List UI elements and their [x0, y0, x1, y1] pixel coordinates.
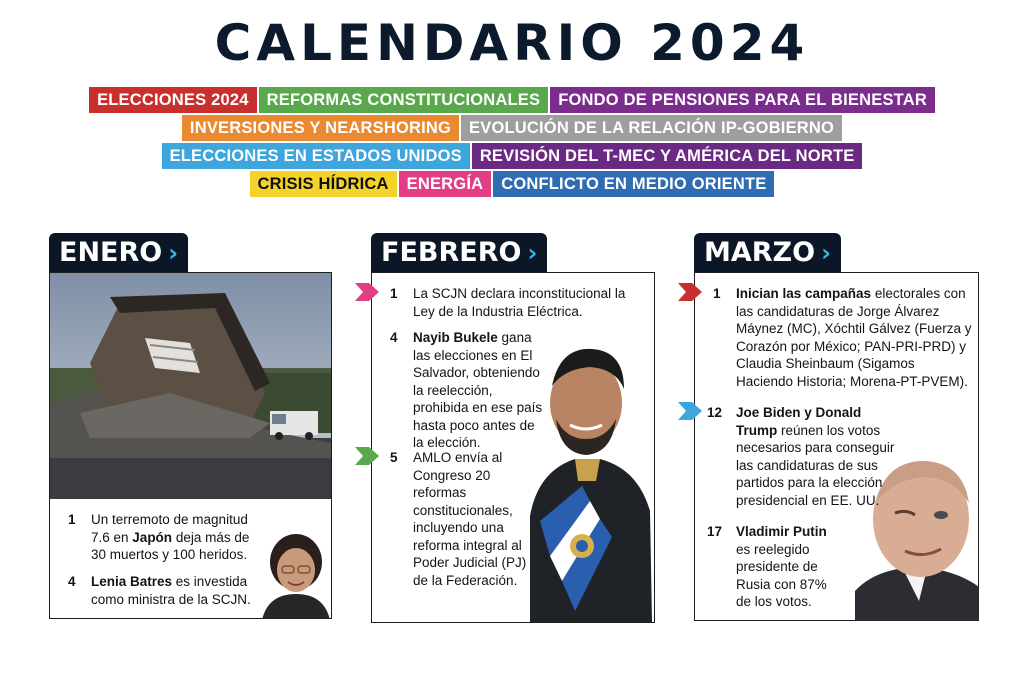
- lenia-batres-portrait: [258, 528, 332, 619]
- entry-text-part: es investida como ministra de la SCJN.: [91, 574, 251, 607]
- tag-inversiones-nearshoring: INVERSIONES Y NEARSHORING: [182, 115, 459, 141]
- entry-text: [736, 285, 973, 390]
- tag-reformas-constitucionales: REFORMAS CONSTITUCIONALES: [259, 87, 549, 113]
- chevron-right-icon: ›: [527, 239, 538, 267]
- entry-day: 1: [390, 286, 398, 301]
- month-tab-marzo: [694, 233, 841, 273]
- entry-text: [91, 511, 258, 564]
- month-tab-enero: [49, 233, 188, 273]
- tag-conflicto-medio-oriente: CONFLICTO EN MEDIO ORIENTE: [493, 171, 774, 197]
- entry-text-part: deja más de 30 muertos y 100 heridos.: [91, 529, 250, 562]
- entry-text: [736, 523, 836, 611]
- tag-energia: ENERGÍA: [399, 171, 492, 197]
- entry-marzo-12: [707, 404, 973, 509]
- entry-febrero-4: [390, 329, 545, 452]
- tag-relacion-ip-gobierno: EVOLUCIÓN DE LA RELACIÓN IP-GOBIERNO: [461, 115, 842, 141]
- entry-highlight: Inician las campañas: [736, 286, 872, 301]
- month-name: ENERO: [59, 237, 163, 268]
- entry-day: 17: [707, 524, 723, 539]
- entry-day: 1: [68, 512, 76, 527]
- tag-elecciones-estados-unidos: ELECCIONES EN ESTADOS UNIDOS: [162, 143, 470, 169]
- entry-text: [736, 404, 896, 509]
- entry-text-part: La SCJN declara inconstitucional la Ley de la Industria Eléctrica.: [413, 286, 626, 319]
- tag-fondo-pensiones: FONDO DE PENSIONES PARA EL BIENESTAR: [550, 87, 935, 113]
- entry-day: 4: [68, 574, 76, 589]
- chevron-right-icon: ›: [821, 239, 831, 267]
- elecciones-2024-marker-icon: [678, 283, 702, 301]
- entry-marzo-1: [713, 285, 973, 390]
- tag-row-2: [0, 115, 1024, 141]
- entry-text-part: Un terremoto de magnitud 7.6 en: [91, 512, 248, 545]
- entry-highlight: Vladimir Putin: [736, 524, 827, 539]
- entry-text-part: AMLO envía al Congreso 20 reformas constitucionales, incluyendo una reforma integral al Poder Judicial (PJ) de la Federación.: [413, 450, 527, 588]
- entry-day: 4: [390, 330, 398, 345]
- entry-text-part: electorales con las candidaturas de Jorge Álvarez Máynez (MC), Xóchtil Gálvez (Fuerza y Corazón por México; PAN-PRI-PRD) y Claudia Sheinbaum (Sigamos Haciendo Historia; Morena-PT-PVEM).: [736, 286, 972, 389]
- tag-crisis-hidrica: CRISIS HÍDRICA: [250, 171, 397, 197]
- month-name: MARZO: [704, 237, 816, 268]
- entry-text-part: es reelegido presidente de Rusia con 87% de los votos.: [736, 541, 827, 609]
- month-panel-febrero: [371, 272, 655, 623]
- entry-day: 1: [713, 286, 721, 301]
- chevron-right-icon: ›: [168, 239, 179, 267]
- reformas-marker-icon: [355, 447, 379, 465]
- entry-febrero-5: [390, 449, 530, 589]
- page-title: CALENDARIO 2024: [214, 14, 810, 72]
- tag-row-1: [0, 87, 1024, 113]
- earthquake-house-photo: [50, 273, 331, 499]
- entry-enero-1: [68, 511, 258, 564]
- entry-day: 12: [707, 405, 723, 420]
- tag-row-4: [0, 171, 1024, 197]
- elecciones-eeuu-marker-icon: [678, 402, 702, 420]
- entry-text: [413, 449, 530, 589]
- tag-elecciones-2024: ELECCIONES 2024: [89, 87, 257, 113]
- entry-highlight: Joe Biden y Donald Trump: [736, 405, 862, 438]
- tag-row-3: [0, 143, 1024, 169]
- entry-text: [91, 573, 258, 608]
- entry-highlight: Japón: [132, 529, 173, 545]
- entry-text: [413, 285, 648, 320]
- month-panel-enero: [49, 272, 332, 619]
- month-name: FEBRERO: [381, 237, 522, 268]
- entry-enero-4: [68, 573, 258, 608]
- entry-text: [413, 329, 545, 452]
- entry-highlight: Lenia Batres: [91, 574, 173, 589]
- energia-marker-icon: [355, 283, 379, 301]
- entry-text-part: gana las elecciones en El Salvador, obteniendo la reelección, prohibida en ese país hasta poco antes de la elección.: [413, 330, 543, 450]
- entry-marzo-17: [707, 523, 857, 611]
- topic-legend: [0, 87, 1024, 199]
- entry-highlight: Nayib Bukele: [413, 330, 498, 345]
- tag-revision-tmec: REVISIÓN DEL T-MEC Y AMÉRICA DEL NORTE: [472, 143, 863, 169]
- month-panel-marzo: [694, 272, 979, 621]
- entry-febrero-1: [390, 285, 648, 320]
- month-tab-febrero: [371, 233, 547, 273]
- entry-day: 5: [390, 450, 398, 465]
- entry-text-part: reúnen los votos necesarios para conseguir las candidaturas de sus partidos para la elección presidencial en EE. UU.: [736, 422, 895, 508]
